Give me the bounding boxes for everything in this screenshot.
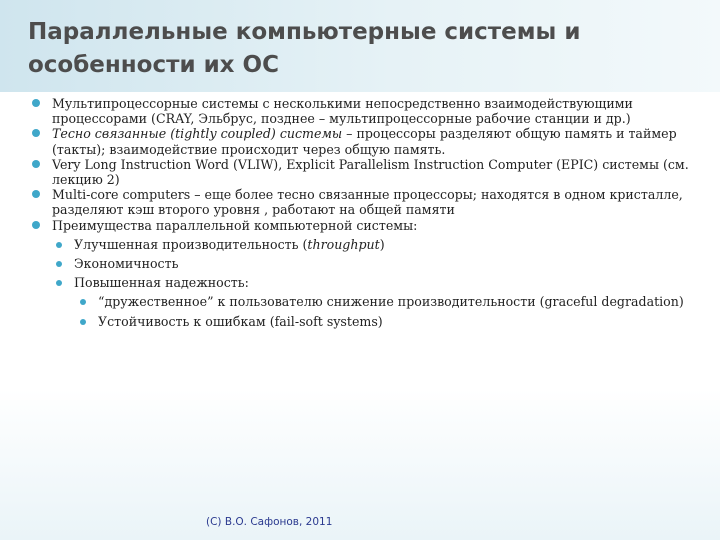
sub-sub-bullet-text: “дружественное” к пользователю снижение производительности (graceful degradation) — [98, 294, 684, 310]
bullet-text: Преимущества параллельной компьютерной системы: — [52, 217, 418, 233]
sub-bullet-text: Экономичность — [74, 256, 179, 272]
sub-bullet-item — [52, 275, 700, 290]
sub-bullet-item — [52, 256, 700, 271]
sub-bullet-item — [52, 237, 700, 252]
bullet-icon — [32, 221, 40, 229]
bullet-icon — [32, 129, 40, 137]
bullet-text: Мультипроцессорные системы с несколькими непосредственно взаимодействующими процессорами (CRAY, Эльбрус, позднее – мультипроцессорные рабочие станции и др.) — [52, 96, 633, 127]
bullet-item — [30, 218, 700, 233]
bullet-icon — [56, 242, 62, 248]
sub-bullet-text-italic: throughput — [307, 236, 380, 252]
slide-body — [30, 96, 700, 329]
bullet-icon — [80, 319, 86, 325]
bullet-item — [30, 157, 700, 187]
bullet-text: Very Long Instruction Word (VLIW), Explicit Parallelism Instruction Computer (EPIC) системы (см. лекцию 2) — [52, 156, 689, 188]
bullet-text-italic: Тесно связанные (tightly coupled) системы — [52, 126, 343, 142]
sub-bullet-text: ) — [379, 236, 385, 252]
bullet-icon — [32, 99, 40, 107]
sub-sub-bullet-item — [76, 294, 700, 309]
bullet-icon — [32, 190, 40, 198]
bullet-icon — [80, 299, 86, 305]
slide-title: Параллельные компьютерные системы и особенности их ОС — [28, 19, 581, 78]
bullet-text: – процессоры разделяют общую память и таймер (такты); взаимодействие происходит через общую память. — [52, 126, 677, 157]
sub-sub-bullet-text: Устойчивость к ошибкам (fail-soft systems) — [98, 313, 383, 329]
bullet-icon — [32, 160, 40, 168]
sub-sub-bullet-item — [76, 314, 700, 329]
sub-bullet-text: Улучшенная производительность ( — [74, 236, 308, 252]
bullet-item — [30, 187, 700, 217]
bullet-icon — [56, 280, 62, 286]
bullet-text: Multi-core computers – еще более тесно связанные процессоры; находятся в одном кристалле, разделяют кэш второго уровня , работают на общей памяти — [52, 187, 683, 218]
bullet-icon — [56, 261, 62, 267]
sub-bullet-text: Повышенная надежность: — [74, 275, 249, 291]
footer-copyright: (C) В.О. Сафонов, 2011 — [206, 516, 333, 528]
bullet-item — [30, 96, 700, 126]
bullet-item — [30, 126, 700, 156]
